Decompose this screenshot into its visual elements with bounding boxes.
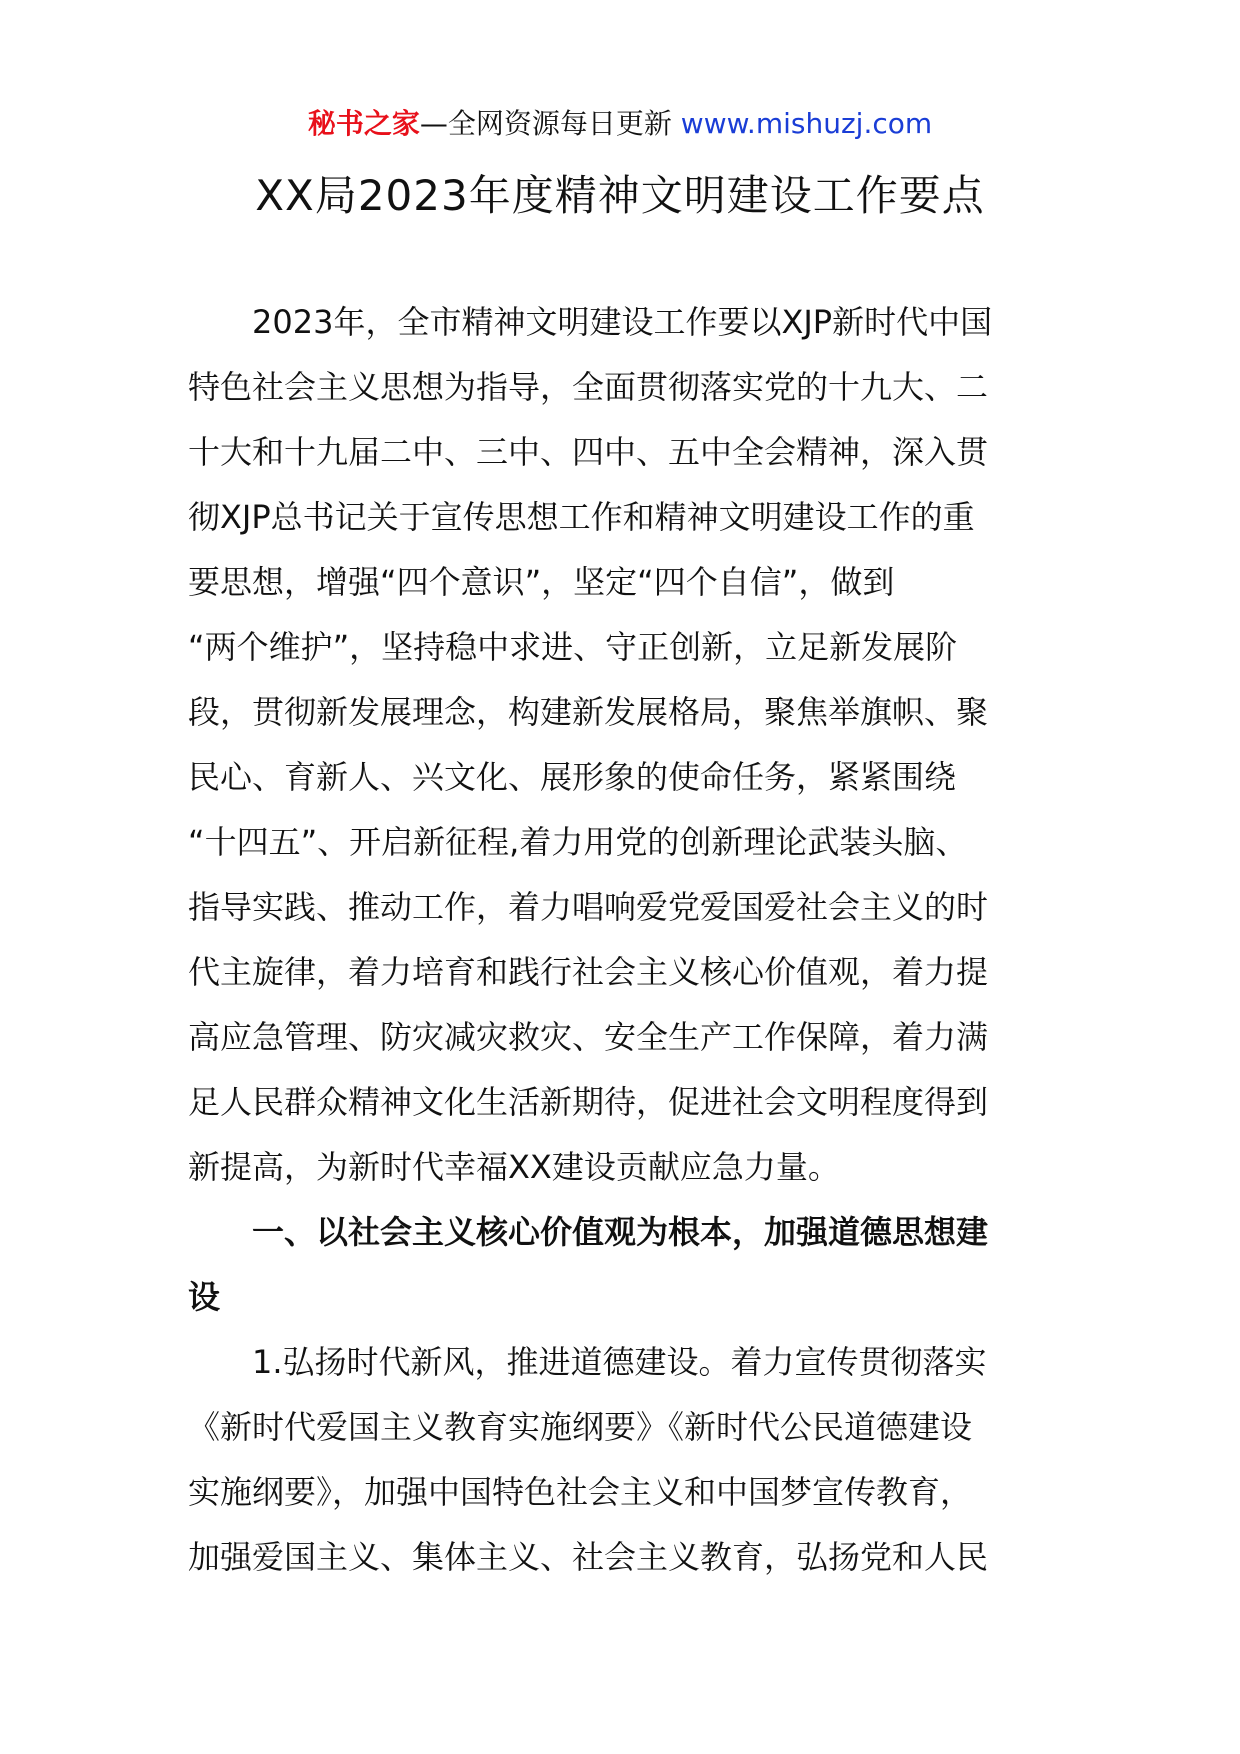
paragraph-line: 加强爱国主义、集体主义、社会主义教育，弘扬党和人民: [188, 1538, 989, 1576]
paragraph-line: 代主旋律，着力培育和践行社会主义核心价值观，着力提: [188, 953, 989, 991]
paragraph-line: “十四五”、开启新征程,着力用党的创新理论武装头脑、: [188, 823, 968, 861]
brand-name: 秘书之家: [307, 107, 420, 140]
header-slogan: —全网资源每日更新: [419, 107, 672, 140]
paragraph-line: 2023年，全市精神文明建设工作要以XJP新时代中国: [252, 303, 993, 341]
paragraph-line: 要思想，增强“四个意识”，坚定“四个自信”，做到: [188, 563, 895, 601]
paragraph-line: 十大和十九届二中、三中、四中、五中全会精神，深入贯: [188, 433, 989, 471]
site-url-link[interactable]: www.mishuzj.com: [680, 107, 933, 140]
paragraph-line: 《新时代爱国主义教育实施纲要》《新时代公民道德建设: [188, 1408, 973, 1446]
section-heading: 设: [188, 1278, 221, 1316]
paragraph-line: 高应急管理、防灾减灾救灾、安全生产工作保障，着力满: [188, 1018, 989, 1056]
paragraph-line: 指导实践、推动工作，着力唱响爱党爱国爱社会主义的时: [188, 888, 989, 926]
paragraph-line: “两个维护”，坚持稳中求进、守正创新，立足新发展阶: [188, 628, 958, 666]
paragraph-line: 段，贯彻新发展理念，构建新发展格局，聚焦举旗帜、聚: [188, 693, 989, 731]
paragraph-line: 特色社会主义思想为指导，全面贯彻落实党的十九大、二: [188, 368, 989, 406]
paragraph-line: 足人民群众精神文化生活新期待，促进社会文明程度得到: [188, 1083, 989, 1121]
paragraph-line: 新提高，为新时代幸福XX建设贡献应急力量。: [188, 1148, 840, 1186]
site-header: [0, 100, 1240, 148]
document-title: XX局2023年度精神文明建设工作要点: [255, 171, 985, 220]
document-body: [188, 290, 1058, 1590]
paragraph-line: 彻XJP总书记关于宣传思想工作和精神文明建设工作的重: [188, 498, 975, 536]
paragraph-line: 民心、育新人、兴文化、展形象的使命任务，紧紧围绕: [188, 758, 957, 796]
paragraph-line: 实施纲要》，加强中国特色社会主义和中国梦宣传教育，: [188, 1473, 973, 1511]
section-heading: 一、以社会主义核心价值观为根本，加强道德思想建: [252, 1213, 989, 1251]
paragraph-line: 1.弘扬时代新风，推进道德建设。着力宣传贯彻落实: [252, 1343, 987, 1381]
